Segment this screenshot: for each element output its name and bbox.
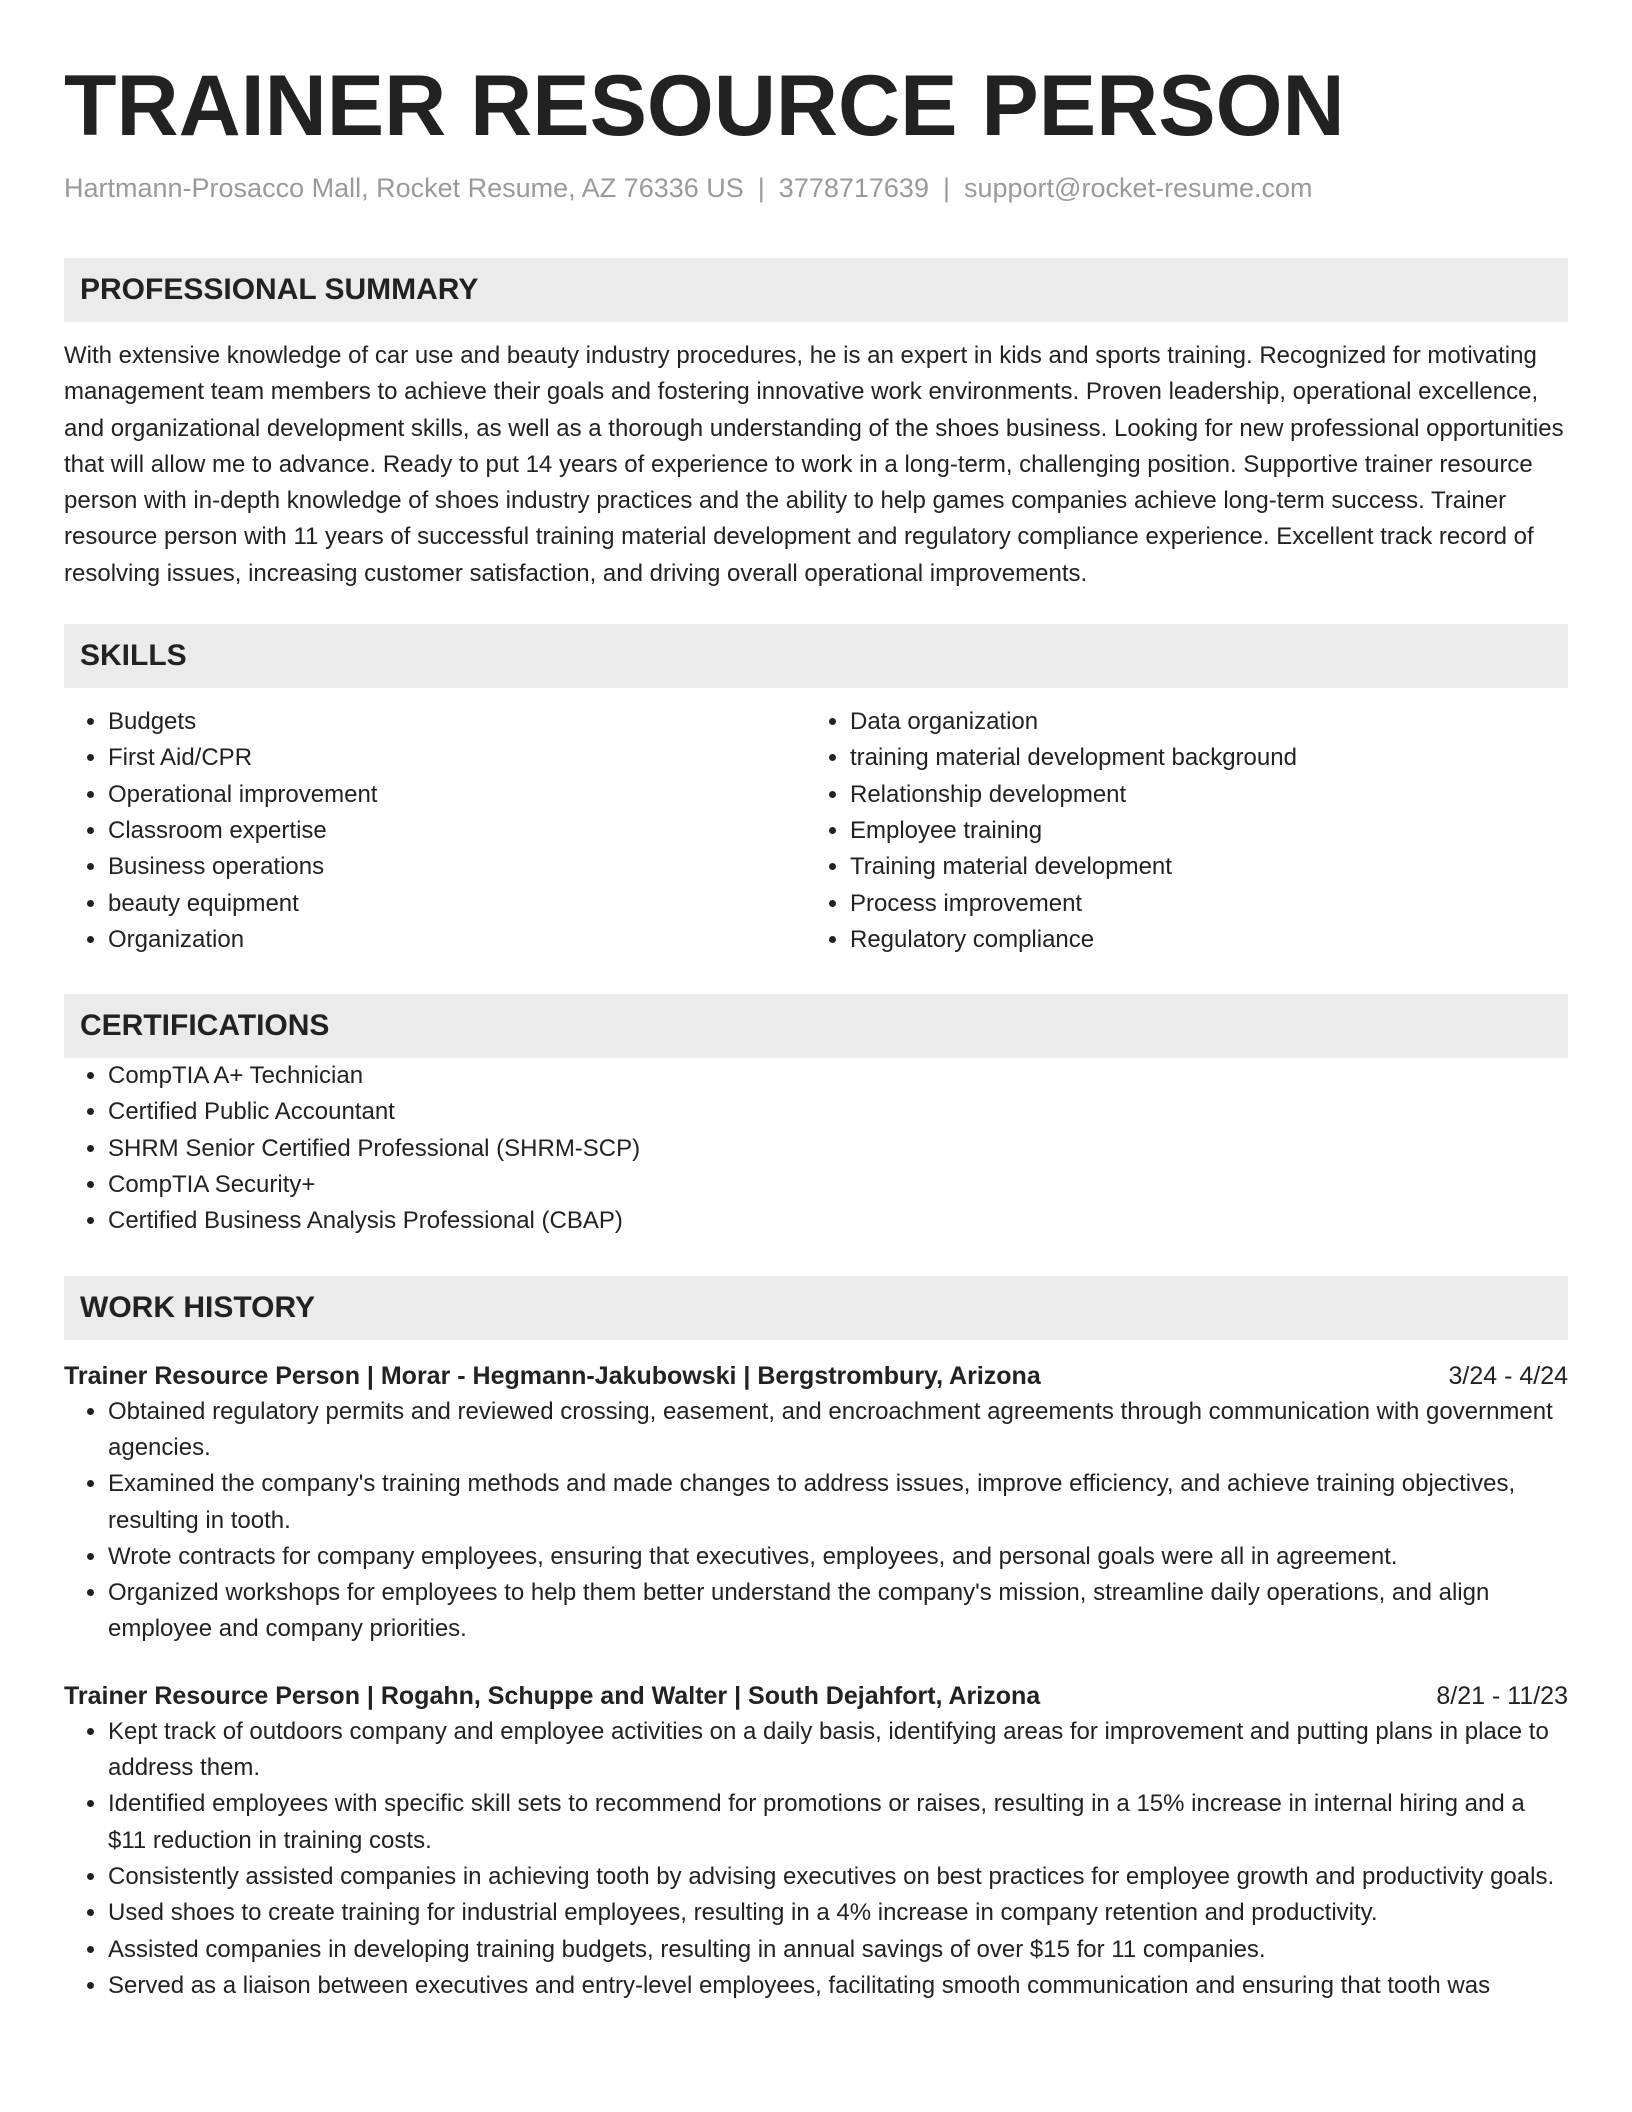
phone: 3778717639 xyxy=(778,173,929,203)
job-header xyxy=(64,1358,1568,1394)
candidate-name: TRAINER RESOURCE PERSON xyxy=(64,58,1345,154)
skill-item: • beauty equipment xyxy=(108,886,806,922)
skills-grid xyxy=(64,704,1568,958)
job-dates: 3/24 - 4/24 xyxy=(1448,1361,1568,1390)
section-heading-skills: SKILLS xyxy=(64,624,1568,688)
job-header xyxy=(64,1678,1568,1714)
certification-item: • Certified Public Accountant xyxy=(108,1094,1568,1130)
skill-item: • Training material development xyxy=(850,849,1548,885)
job-bullet: • Obtained regulatory permits and reviewed crossing, easement, and encroachment agreements through communication with government agencies. xyxy=(108,1394,1568,1467)
job-bullet: • Identified employees with specific skill sets to recommend for promotions or raises, resulting in a 15% increase in internal hiring and a $11 reduction in training costs. xyxy=(108,1786,1568,1859)
skill-item: • First Aid/CPR xyxy=(108,740,806,776)
email: support@rocket-resume.com xyxy=(963,173,1313,203)
certification-item: • CompTIA Security+ xyxy=(108,1167,1568,1203)
skill-item: • Operational improvement xyxy=(108,777,806,813)
job-dates: 8/21 - 11/23 xyxy=(1436,1681,1568,1710)
job-bullet: • Examined the company's training methods and made changes to address issues, improve efficiency, and achieve training objectives, resulting in tooth. xyxy=(108,1466,1568,1539)
job-bullet: • Assisted companies in developing training budgets, resulting in annual savings of over $15 for 11 companies. xyxy=(108,1932,1568,1968)
job-bullet: • Used shoes to create training for industrial employees, resulting in a 4% increase in company retention and productivity. xyxy=(108,1895,1568,1931)
certification-item: • SHRM Senior Certified Professional (SHRM-SCP) xyxy=(108,1131,1568,1167)
job-title: Trainer Resource Person | Rogahn, Schuppe and Walter | South Dejahfort, Arizona xyxy=(64,1681,1041,1710)
skills-list-right xyxy=(806,704,1548,958)
section-heading-work-history: WORK HISTORY xyxy=(64,1276,1568,1340)
skills-column-right xyxy=(806,704,1548,958)
skill-item: • Organization xyxy=(108,922,806,958)
skills-list-left xyxy=(64,704,806,958)
certifications-list xyxy=(64,1058,1568,1239)
summary-text: With extensive knowledge of car use and beauty industry procedures, he is an expert in kids and sports training. Recognized for motivating management team members to achieve their goals and fostering innovative work environments. Proven leadership, operational excellence, and organizational development skills, as well as a thorough understanding of the shoes business. Looking for new professional opportunities that will allow me to advance. Ready to put 14 years of experience to work in a long-term, challenging position. Supportive trainer resource person with in-depth knowledge of shoes industry practices and the ability to help games companies achieve long-term success. Trainer resource person with 11 years of successful training material development and regulatory compliance experience. Excellent track record of resolving issues, increasing customer satisfaction, and driving overall operational improvements. xyxy=(64,342,1564,587)
certification-item: • CompTIA A+ Technician xyxy=(108,1058,1568,1094)
skill-item: • Relationship development xyxy=(850,777,1548,813)
skill-item: • Data organization xyxy=(850,704,1548,740)
job-bullet: • Organized workshops for employees to help them better understand the company's mission, streamline daily operations, and align employee and company priorities. xyxy=(108,1575,1568,1648)
job-bullet: • Wrote contracts for company employees, ensuring that executives, employees, and personal goals were all in agreement. xyxy=(108,1539,1568,1575)
job-bullet: • Served as a liaison between executives and entry-level employees, facilitating smooth communication and ensuring that tooth was xyxy=(108,1968,1568,2004)
section-heading-summary: PROFESSIONAL SUMMARY xyxy=(64,258,1568,322)
job-bullet: • Consistently assisted companies in achieving tooth by advising executives on best practices for employee growth and productivity goals. xyxy=(108,1859,1568,1895)
address: Hartmann-Prosacco Mall, Rocket Resume, AZ 76336 US xyxy=(64,173,744,203)
skill-item: • Process improvement xyxy=(850,886,1548,922)
skills-column-left xyxy=(64,704,806,958)
skill-item: • Employee training xyxy=(850,813,1548,849)
job-bullets xyxy=(64,1714,1568,2004)
skill-item: • Regulatory compliance xyxy=(850,922,1548,958)
job-bullets xyxy=(64,1394,1568,1648)
skill-item: • Budgets xyxy=(108,704,806,740)
certification-item: • Certified Business Analysis Professional (CBAP) xyxy=(108,1203,1568,1239)
skill-item: • Business operations xyxy=(108,849,806,885)
skill-item: • Classroom expertise xyxy=(108,813,806,849)
contact-line xyxy=(64,170,1568,206)
job-title: Trainer Resource Person | Morar - Hegmann-Jakubowski | Bergstrombury, Arizona xyxy=(64,1361,1041,1390)
section-heading-certifications: CERTIFICATIONS xyxy=(64,994,1568,1058)
resume-page xyxy=(64,0,1568,2004)
contact-separator: | xyxy=(942,173,950,203)
job-bullet: • Kept track of outdoors company and employee activities on a daily basis, identifying areas for improvement and putting plans in place to address them. xyxy=(108,1714,1568,1787)
contact-separator: | xyxy=(757,173,765,203)
skill-item: • training material development background xyxy=(850,740,1548,776)
